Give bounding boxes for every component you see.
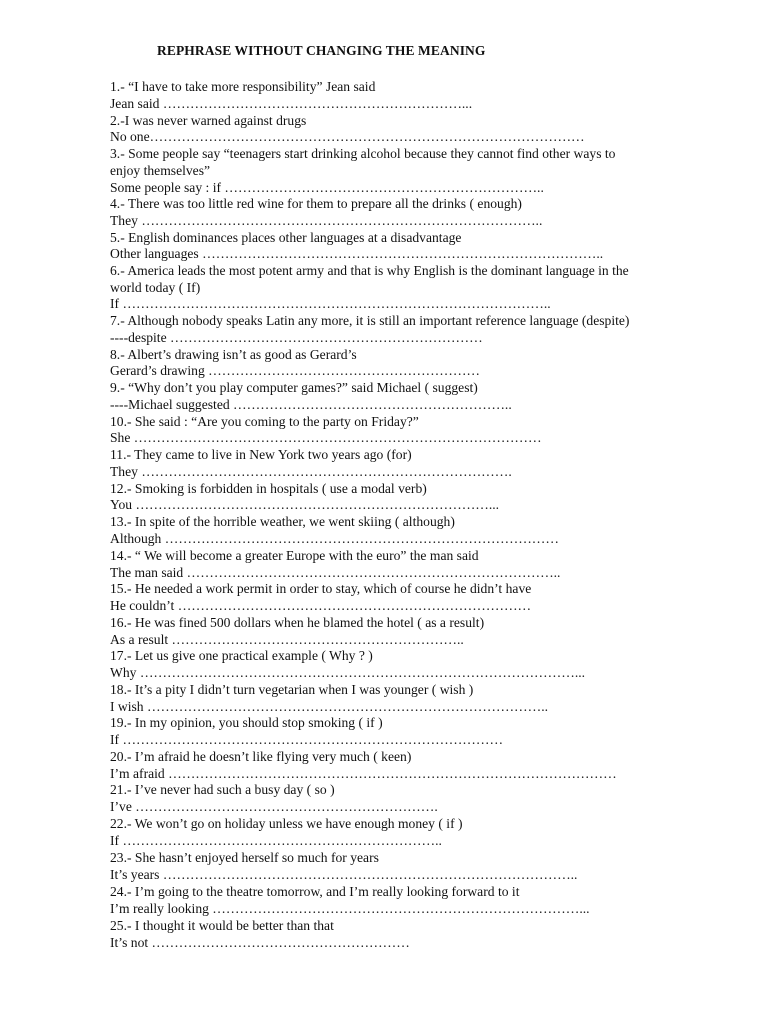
exercise-line: 17.- Let us give one practical example ( Why ? ) <box>110 648 373 663</box>
exercise-line: Gerard’s drawing …………………………………………………… <box>110 363 481 378</box>
exercise-line: I wish …………………………………………………………………………….. <box>110 699 549 714</box>
exercise-line: As a result ……………………………………………………….. <box>110 632 464 647</box>
exercise-line: It’s not ………………………………………………… <box>110 935 410 950</box>
exercise-line: She ……………………………………………………………………………… <box>110 430 542 445</box>
exercise-line: They …………………………………………………………………………….. <box>110 213 543 228</box>
exercise-line: 6.- America leads the most potent army and that is why English is the dominant language in the <box>110 263 629 278</box>
exercise-line: 20.- I’m afraid he doesn’t like flying very much ( keen) <box>110 749 412 764</box>
exercise-line: He couldn’t …………………………………………………………………… <box>110 598 532 613</box>
exercise-line: 11.- They came to live in New York two years ago (for) <box>110 447 412 462</box>
exercise-line: enjoy themselves” <box>110 163 211 178</box>
exercise-line: If …………………………………………………………….. <box>110 833 442 848</box>
exercise-line: It’s years ……………………………………………………………………………….. <box>110 867 578 882</box>
exercise-line: 3.- Some people say “teenagers start drinking alcohol because they cannot find other ways to <box>110 146 616 161</box>
exercise-line: I’m afraid ……………………………………………………………………………………… <box>110 766 617 781</box>
exercise-line: 19.- In my opinion, you should stop smoking ( if ) <box>110 715 383 730</box>
exercise-line: 13.- In spite of the horrible weather, we went skiing ( although) <box>110 514 455 529</box>
exercise-line: 21.- I’ve never had such a busy day ( so ) <box>110 782 335 797</box>
exercise-line: I’m really looking ………………………………………………………………………... <box>110 901 590 916</box>
exercise-line: ----despite …………………………………………………………… <box>110 330 483 345</box>
exercise-line: 18.- It’s a pity I didn’t turn vegetarian when I was younger ( wish ) <box>110 682 474 697</box>
exercise-line: Other languages …………………………………………………………………………….. <box>110 246 604 261</box>
exercise-line: 15.- He needed a work permit in order to stay, which of course he didn’t have <box>110 581 532 596</box>
exercise-line: I’ve …………………………………………………………. <box>110 799 438 814</box>
exercise-line: 1.- “I have to take more responsibility” Jean said <box>110 79 376 94</box>
exercise-line: You ……………………………………………………………………... <box>110 497 500 512</box>
exercise-line: Why ……………………………………………………………………………………... <box>110 665 586 680</box>
exercise-line: 9.- “Why don’t you play computer games?” said Michael ( suggest) <box>110 380 478 395</box>
exercise-line: No one…………………………………………………………………………………… <box>110 129 585 144</box>
page-title: REPHRASE WITHOUT CHANGING THE MEANING <box>157 43 486 58</box>
exercise-line: If ………………………………………………………………………… <box>110 732 504 747</box>
exercise-line: 8.- Albert’s drawing isn’t as good as Gerard’s <box>110 347 357 362</box>
exercise-line: ----Michael suggested …………………………………………………….. <box>110 397 512 412</box>
exercise-line: 22.- We won’t go on holiday unless we have enough money ( if ) <box>110 816 463 831</box>
exercise-line: 16.- He was fined 500 dollars when he blamed the hotel ( as a result) <box>110 615 485 630</box>
exercise-line: world today ( If) <box>110 280 201 295</box>
exercise-line: 14.- “ We will become a greater Europe with the euro” the man said <box>110 548 479 563</box>
exercise-line: 10.- She said : “Are you coming to the party on Friday?” <box>110 414 419 429</box>
exercise-line: 5.- English dominances places other languages at a disadvantage <box>110 230 462 245</box>
exercise-line: 25.- I thought it would be better than that <box>110 918 334 933</box>
exercise-line: Although …………………………………………………………………………… <box>110 531 559 546</box>
exercise-line: 12.- Smoking is forbidden in hospitals ( use a modal verb) <box>110 481 427 496</box>
exercise-line: The man said ……………………………………………………………………….. <box>110 565 561 580</box>
exercise-line: 24.- I’m going to the theatre tomorrow, and I’m really looking forward to it <box>110 884 520 899</box>
exercise-line: Jean said …………………………………………………………... <box>110 96 473 111</box>
exercise-line: 7.- Although nobody speaks Latin any more, it is still an important reference language (despite) <box>110 313 630 328</box>
exercise-line: 23.- She hasn’t enjoyed herself so much for years <box>110 850 379 865</box>
exercise-line: 2.-I was never warned against drugs <box>110 113 307 128</box>
exercise-line: If ………………………………………………………………………………….. <box>110 296 551 311</box>
exercise-line: 4.- There was too little red wine for them to prepare all the drinks ( enough) <box>110 196 522 211</box>
exercise-line: They ………………………………………………………………………. <box>110 464 512 479</box>
exercise-line: Some people say : if …………………………………………………………….. <box>110 180 544 195</box>
